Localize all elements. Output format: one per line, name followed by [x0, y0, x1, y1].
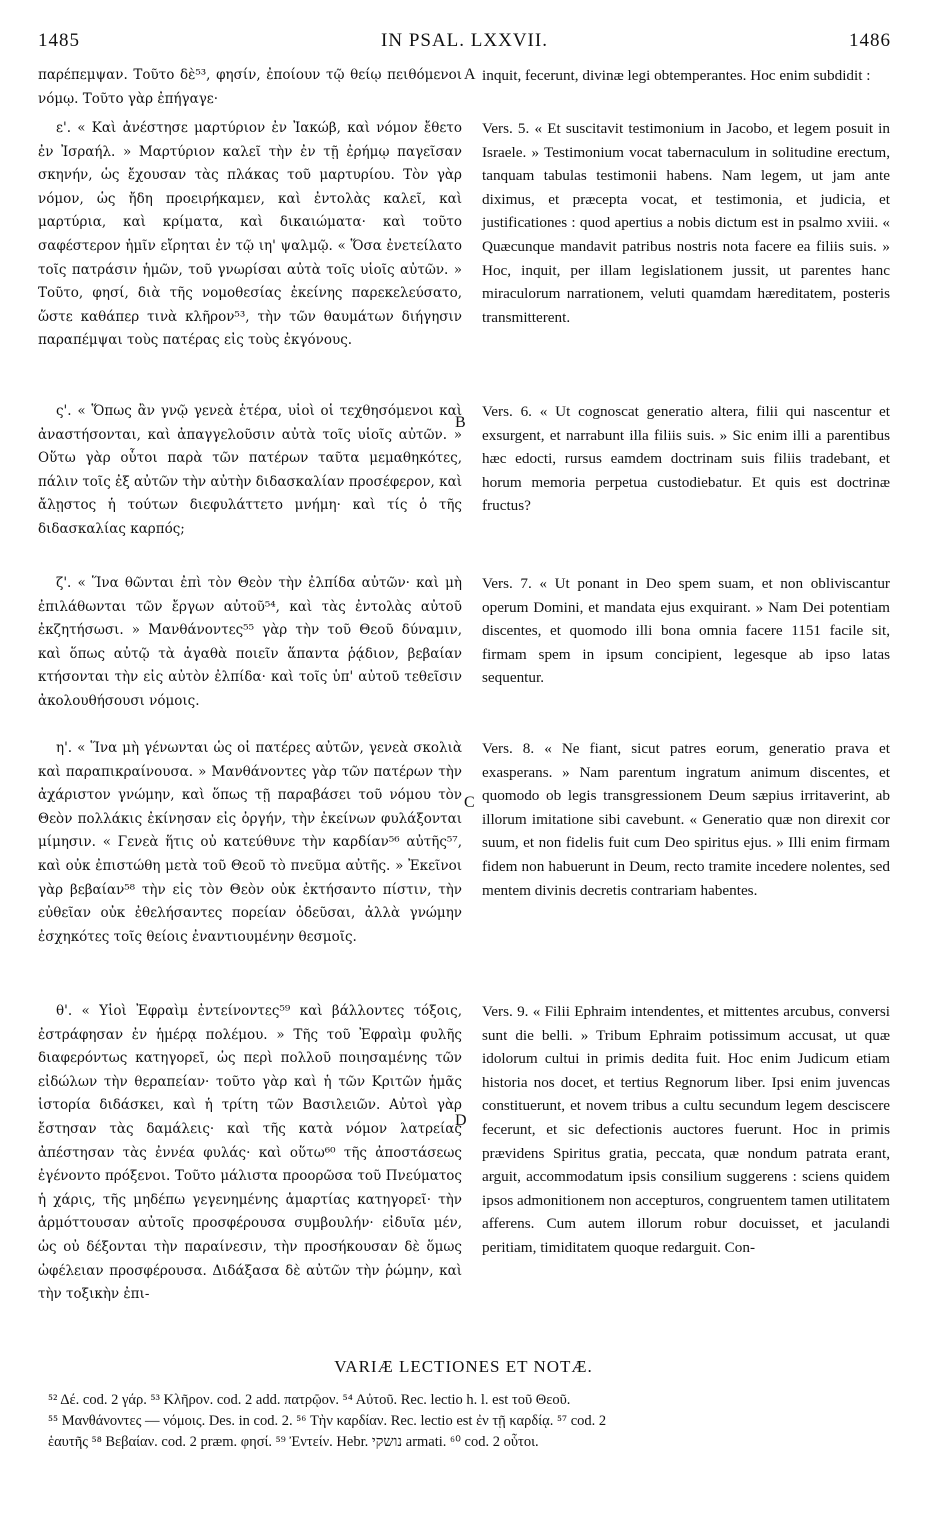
greek-paragraph: η'. « Ἵνα μὴ γένωνται ὡς οἱ πατέρες αὐτῶν, γενεὰ σκολιὰ καὶ παραπικραίνουσα. » Μανθάνοντες γὰρ τῶν πατέρων τὴν ἀχάριστον γνώμην, καὶ ὅπως τῇ παραβάσει τοῦ νόμου τὸν Θεὸν πολλάκις ἐκίνησαν εἰς ὀργήν, τὴν ἐκείνων φυλάξονται μίμησιν. « Γενεὰ ἥτις οὐ κατεύθυνε τὴν καρδίαν⁵⁶ αὐτῆς⁵⁷, καὶ οὐκ ἐπιστώθη μετὰ τοῦ Θεοῦ τὸ πνεῦμα αὐτῆς. » Ἐκεῖνοι γὰρ βεβαίαν⁵⁸ τὴν εἰς τὸν Θεὸν οὐκ ἐκτήσαντο πίστιν, τὴν εὐθεῖαν οὐκ ἐθελήσαντες πορείαν ὀδεῦσαι, ἀλλὰ γνώμην ἐσχηκότες τοῖς θείοις ἐναντιουμένην θεσμοῖς.: [38, 740, 462, 945]
greek-paragraph: ζ'. « Ἵνα θῶνται ἐπὶ τὸν Θεὸν τὴν ἐλπίδα αὐτῶν· καὶ μὴ ἐπιλάθωνται τῶν ἔργων αὐτοῦ⁵⁴, καὶ τὰς ἐντολὰς αὐτοῦ ἐκζητήσωσι. » Μανθάνοντες⁵⁵ γὰρ τὴν τοῦ Θεοῦ δύναμιν, καὶ ὅπως αὐτῷ τὰ ἀγαθὰ ποιεῖν ἅπαντα ῥᾴδιον, βεβαίαν κτήσονται τὴν εἰς αὐτὸν ἐλπίδα· καὶ τοῖς ὑπ' αὐτοῦ τεθεῖσιν ἀκολουθήσουσι νόμοις.: [38, 575, 462, 709]
latin-paragraph: Vers. 7. « Ut ponant in Deo spem suam, et non obliviscantur operum Domini, et mandata ejus exquirant. » Nam Dei potentiam discentes, et quomodo illi bona omnia facere 1151 facile sit, firmam spem in ipsum concipient, legesque ab ipso latas sequentur.: [482, 575, 890, 687]
running-title: IN PSAL. LXXVII.: [381, 30, 548, 51]
page-number-right: 1486: [849, 30, 891, 51]
margin-letter: B: [455, 414, 466, 431]
margin-letter: A: [464, 66, 476, 83]
page-number-left: 1485: [38, 30, 80, 51]
margin-letter: C: [464, 794, 475, 811]
greek-paragraph: θ'. « Υἱοὶ Ἐφραὶμ ἐντείνοντες⁵⁹ καὶ βάλλοντες τόξοις, ἐστράφησαν ἐν ἡμέρᾳ πολέμου. » Τῆς τοῦ Ἐφραὶμ φυλῆς διαφερόντως κατηγορεῖ, ὡς περὶ πολλοῦ ποιησαμένης τῶν εἰδώλων τὴν θεραπείαν· τοῦτο γὰρ καὶ ἡ τῶν Κριτῶν ἡμᾶς ἱστορία διδάσκει, καὶ ἡ τρίτη τῶν Βασιλειῶν. Αὐτοὶ γὰρ ἔστησαν τὰς δαμάλεις· καὶ τῆς κατὰ νόμον λατρείας ἀπέστησαν τὰς ἐννέα φυλάς· καὶ οὕτω⁶⁰ τῆς ἀποστάσεως ἐγένοντο πρόξενοι. Τοῦτο μάλιστα προορῶσα τοῦ Πνεύματος ἡ χάρις, τῆς μηδέπω γεγενημένης ἁμαρτίας κατηγορεῖ· τὴν ἁρμόττουσαν αὐτοῖς προσφέρουσα συμβουλήν· εἰδυῖα μέν, ὡς οὐ δέξονται τὴν παραίνεσιν, τὴν προσήκουσαν δὲ ὅμως ὠφέλειαν προσφέρουσα. Διδάξασα δὲ αὐτῶν τὴν ῥώμην, καὶ τὴν τοξικὴν ἐπι-: [38, 1003, 462, 1303]
latin-paragraph: Vers. 9. « Filii Ephraim intendentes, et mittentes arcubus, conversi sunt die belli. » Tribum Ephraim potissimum accusat, ut quæ idolorum cultui in primis dedita fuit. Hoc enim Judicum etiam historia nos docet, et tertius Regnorum liber. Ipsi enim juvencas constituerunt, et novem tribus a cultu secundum legem desciscere fecerunt, et sic defectionis auctores fuerunt. Hoc in primis prævidens Spiritus gratia, peccata, quæ nondum patrata erant, arguit, accommodatum ipsis consilium suggerens : sciens quidem ipsos admonitionem non accepturos, congruentem tamen utilitatem afferens. Cum autem illorum robur docuisset, et jaculandi peritiam, timiditatem quoque redarguit. Con-: [482, 1003, 890, 1256]
latin-paragraph: Vers. 6. « Ut cognoscat generatio altera, filii qui nascentur et exsurgent, et narrabunt illa filiis suis. » Sic enim illi a parentibus hæc edocti, rursus eamdem doctrinam suis filiis tradebant, et horum memoria perpetua custodiebatur. Et quis est doctrinæ fructus?: [482, 403, 890, 515]
greek-paragraph: παρέπεμψαν. Τοῦτο δὲ⁵³, φησίν, ἐποίουν τῷ θείῳ πειθόμενοι νόμῳ. Τοῦτο γὰρ ἐπήγαγε·: [38, 67, 462, 107]
footnote-line: ⁵² Δέ. cod. 2 γάρ. ⁵³ Κλῆρον. cod. 2 add. πατρῷον. ⁵⁴ Αὐτοῦ. Rec. lectio h. l. est τοῦ Θεοῦ.: [48, 1392, 571, 1408]
greek-paragraph: ε'. « Καὶ ἀνέστησε μαρτύριον ἐν Ἰακώβ, καὶ νόμον ἔθετο ἐν Ἰσραήλ. » Μαρτύριον καλεῖ τὴν ἐν τῇ ἐρήμῳ παγεῖσαν σκηνήν, ὡς ἔχουσαν τὰς πλάκας τοῦ μαρτυρίου. Τὸν γὰρ νόμον, ὡς ἤδη προειρήκαμεν, καὶ ἐντολὰς καλεῖ, καὶ μαρτύρια, καὶ κρίματα, καὶ δικαιώματα· καὶ τοῦτο σαφέστερον ἡμῖν εἴρηται ἐν τῷ ιη' ψαλμῷ. « Ὅσα ἐνετείλατο τοῖς πατράσιν ἡμῶν, τοῦ γνωρίσαι αὐτὰ τοῖς υἱοῖς αὐτῶν. » Τοῦτο, φησί, διὰ τῆς νομοθεσίας ἐκείνης παρεκελεύσατο, ὥστε καθάπερ τινὰ κλῆρον⁵³, τὴν τῶν θαυμάτων διήγησιν παραπέμψαι τοὺς πατέρας εἰς τοὺς ἐκγόνους.: [38, 120, 462, 349]
notes-heading: VARIÆ LECTIONES ET NOTÆ.: [334, 1357, 593, 1376]
latin-paragraph: inquit, fecerunt, divinæ legi obtemperantes. Hoc enim subdidit :: [482, 67, 871, 84]
latin-paragraph: Vers. 5. « Et suscitavit testimonium in Jacobo, et legem posuit in Israele. » Testimonium vocat tabernaculum in solitudine erectum, tanquam tabulas testimonii habens. Nam legem, ut jam ante diximus, et præcepta vocat, et testimonia, et judicia, et justificationes : quod apertius a nobis dictum est in psalmo xviii. « Quæcunque mandavit patribus nostris nota facere ea filiis suis. » Hoc, inquit, per illam legislationem jussit, ut parentes hanc miraculorum narrationem, veluti quamdam hæreditatem, posteris transmitterent.: [482, 120, 890, 326]
page-header: [38, 30, 891, 56]
footnotes: [48, 1390, 891, 1453]
footnote-line: ἑαυτῆς ⁵⁸ Βεβαίαν. cod. 2 præm. φησί. ⁵⁹ Ἐντείν. Hebr. נושקי armati. ⁶⁰ cod. 2 οὗτοι.: [48, 1434, 539, 1450]
footnote-line: ⁵⁵ Μανθάνοντες — νόμοις. Des. in cod. 2. ⁵⁶ Τὴν καρδίαν. Rec. lectio est ἐν τῇ καρδίᾳ. ⁵⁷ cod. 2: [48, 1413, 607, 1429]
latin-paragraph: Vers. 8. « Ne fiant, sicut patres eorum, generatio prava et exasperans. » Nam parentum ingratum animum discentes, et quomodo ob legis transgressionem Deum sæpius irritaverint, ab illorum imitatione sibi cavebunt. « Generatio quæ non direxit cor suum, et non fidelis fuit cum Deo spiritus ejus. » Illi enim firmam fidem non habuerunt in Deum, recto tramite incedere nolentes, sed mentem divinis decretis contrariam habentes.: [482, 740, 890, 899]
margin-letter: D: [455, 1112, 467, 1129]
greek-paragraph: ς'. « Ὅπως ἂν γνῷ γενεὰ ἑτέρα, υἱοὶ οἱ τεχθησόμενοι καὶ ἀναστήσονται, καὶ ἀπαγγελοῦσιν αὐτὰ τοῖς υἱοῖς αὐτῶν. » Οὕτω γὰρ οὗτοι παρὰ τῶν πατέρων ταῦτα μεμαθηκότες, πάλιν τοῖς ἐξ αὐτῶν τὴν αὐτὴν διδασκαλίαν προσέφερον, καὶ ἄλῃστος ἡ τούτων διεφυλάττετο μνήμη· καὶ τίς ὁ τῆς διδασκαλίας καρπός;: [38, 403, 462, 537]
